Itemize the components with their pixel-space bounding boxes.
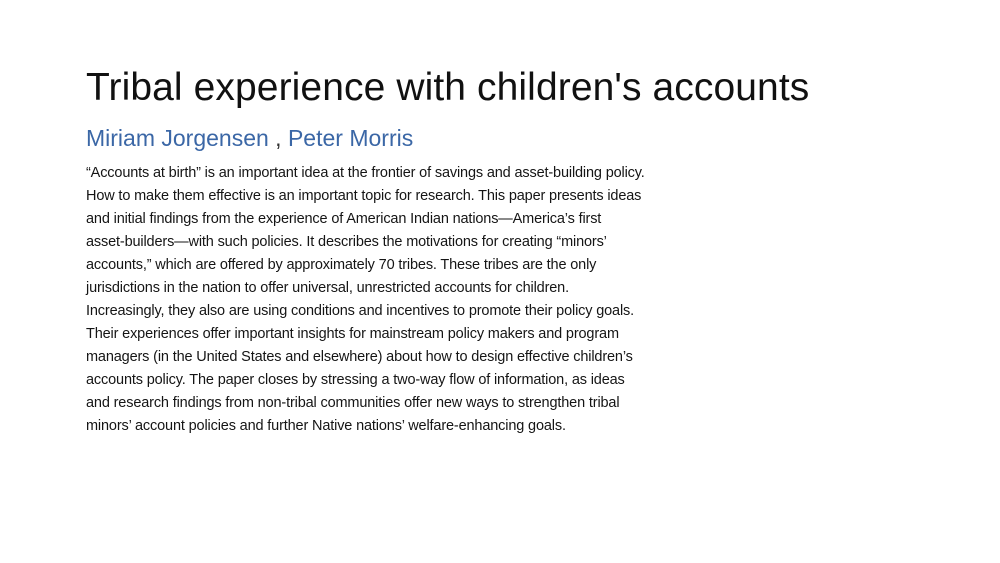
abstract-line: accounts policy. The paper closes by stressing a two-way flow of information, as ideas [86, 372, 625, 388]
abstract-line: Their experiences offer important insights for mainstream policy makers and program [86, 326, 619, 342]
abstract-line: jurisdictions in the nation to offer universal, unrestricted accounts for children. [86, 280, 569, 296]
abstract-line: and initial findings from the experience of American Indian nations—America’s first [86, 211, 602, 227]
abstract-line: and research findings from non-tribal communities offer new ways to strengthen tribal [86, 395, 620, 411]
author-list [86, 124, 966, 152]
abstract-line: managers (in the United States and elsewhere) about how to design effective children’s [86, 349, 633, 365]
author-link-miriam-jorgensen[interactable]: Miriam Jorgensen [86, 125, 269, 151]
abstract [86, 162, 806, 438]
article [86, 64, 966, 438]
author-separator: , [268, 125, 288, 151]
abstract-line: “Accounts at birth” is an important idea at the frontier of savings and asset-building policy. [86, 165, 645, 181]
abstract-line: Increasingly, they also are using conditions and incentives to promote their policy goals. [86, 303, 635, 319]
author-link-peter-morris[interactable]: Peter Morris [287, 125, 414, 151]
abstract-line: accounts,” which are offered by approximately 70 tribes. These tribes are the only [86, 257, 597, 273]
abstract-line: asset-builders—with such policies. It describes the motivations for creating “minors’ [86, 234, 607, 250]
article-title: Tribal experience with children's accounts [86, 66, 810, 109]
abstract-line: minors’ account policies and further Native nations’ welfare-enhancing goals. [86, 418, 566, 434]
abstract-line: How to make them effective is an important topic for research. This paper presents ideas [86, 188, 642, 204]
